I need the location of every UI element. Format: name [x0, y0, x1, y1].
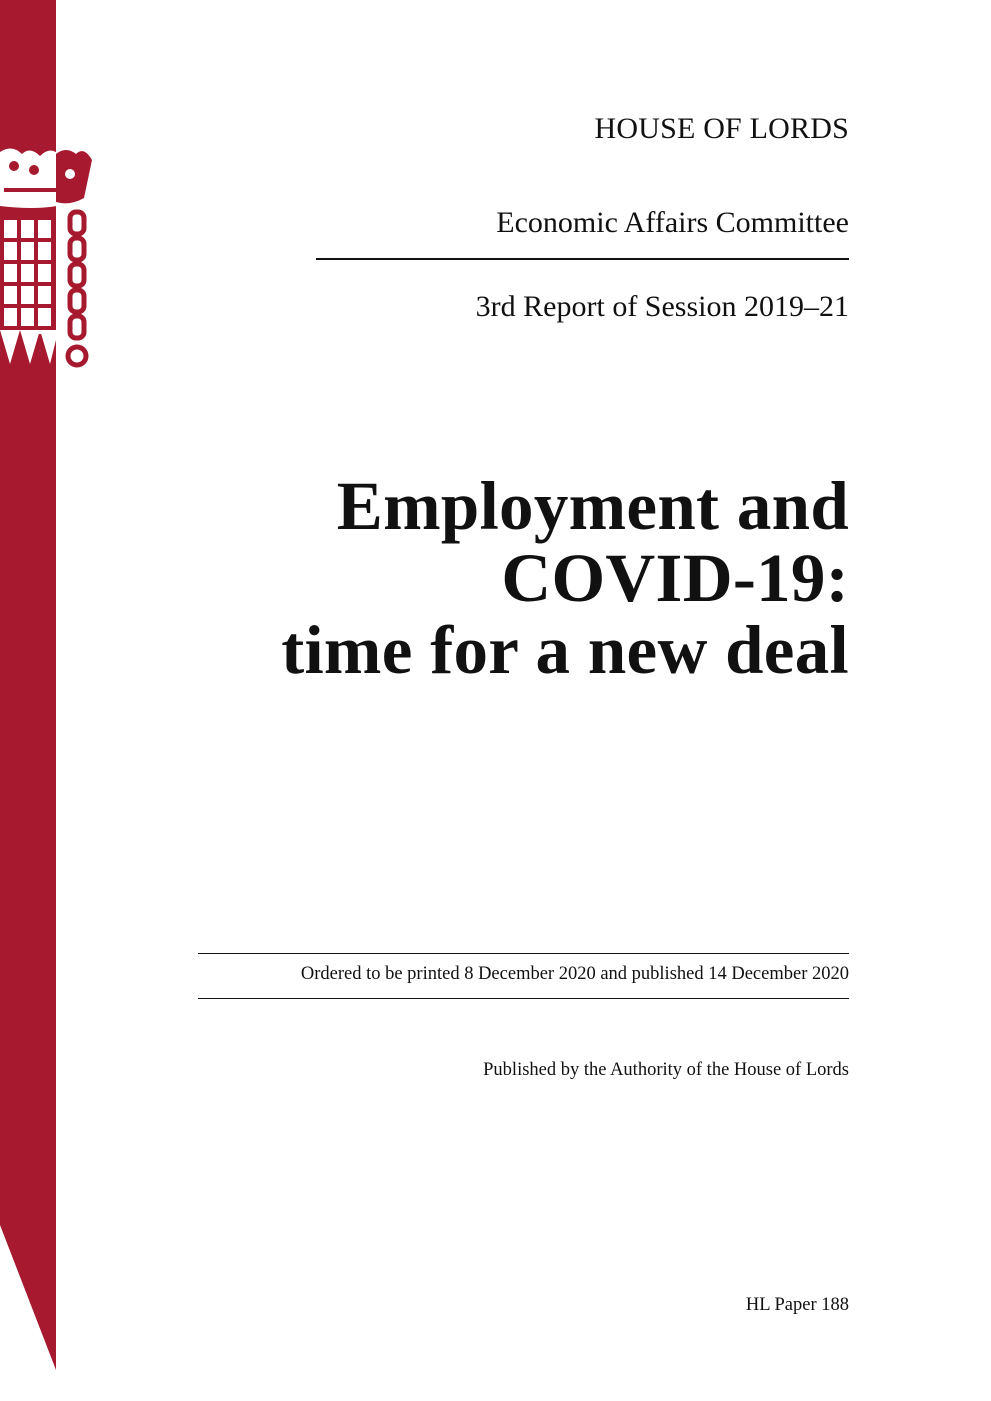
divider [316, 258, 849, 260]
divider [198, 998, 849, 999]
divider [198, 953, 849, 954]
portcullis-crown-icon [0, 140, 100, 380]
house-name: HOUSE OF LORDS [594, 112, 849, 145]
report-title [149, 470, 849, 686]
publisher-note: Published by the Authority of the House of Lords [483, 1060, 849, 1080]
paper-number: HL Paper 188 [745, 1295, 849, 1315]
title-line-1: Employment and [336, 468, 849, 544]
committee-name: Economic Affairs Committee [496, 206, 849, 239]
title-line-2: COVID-19: [501, 540, 849, 616]
ordered-printed-note: Ordered to be printed 8 December 2020 and published 14 December 2020 [300, 964, 849, 984]
title-line-3: time for a new deal [281, 612, 849, 688]
report-session: 3rd Report of Session 2019–21 [475, 290, 849, 323]
